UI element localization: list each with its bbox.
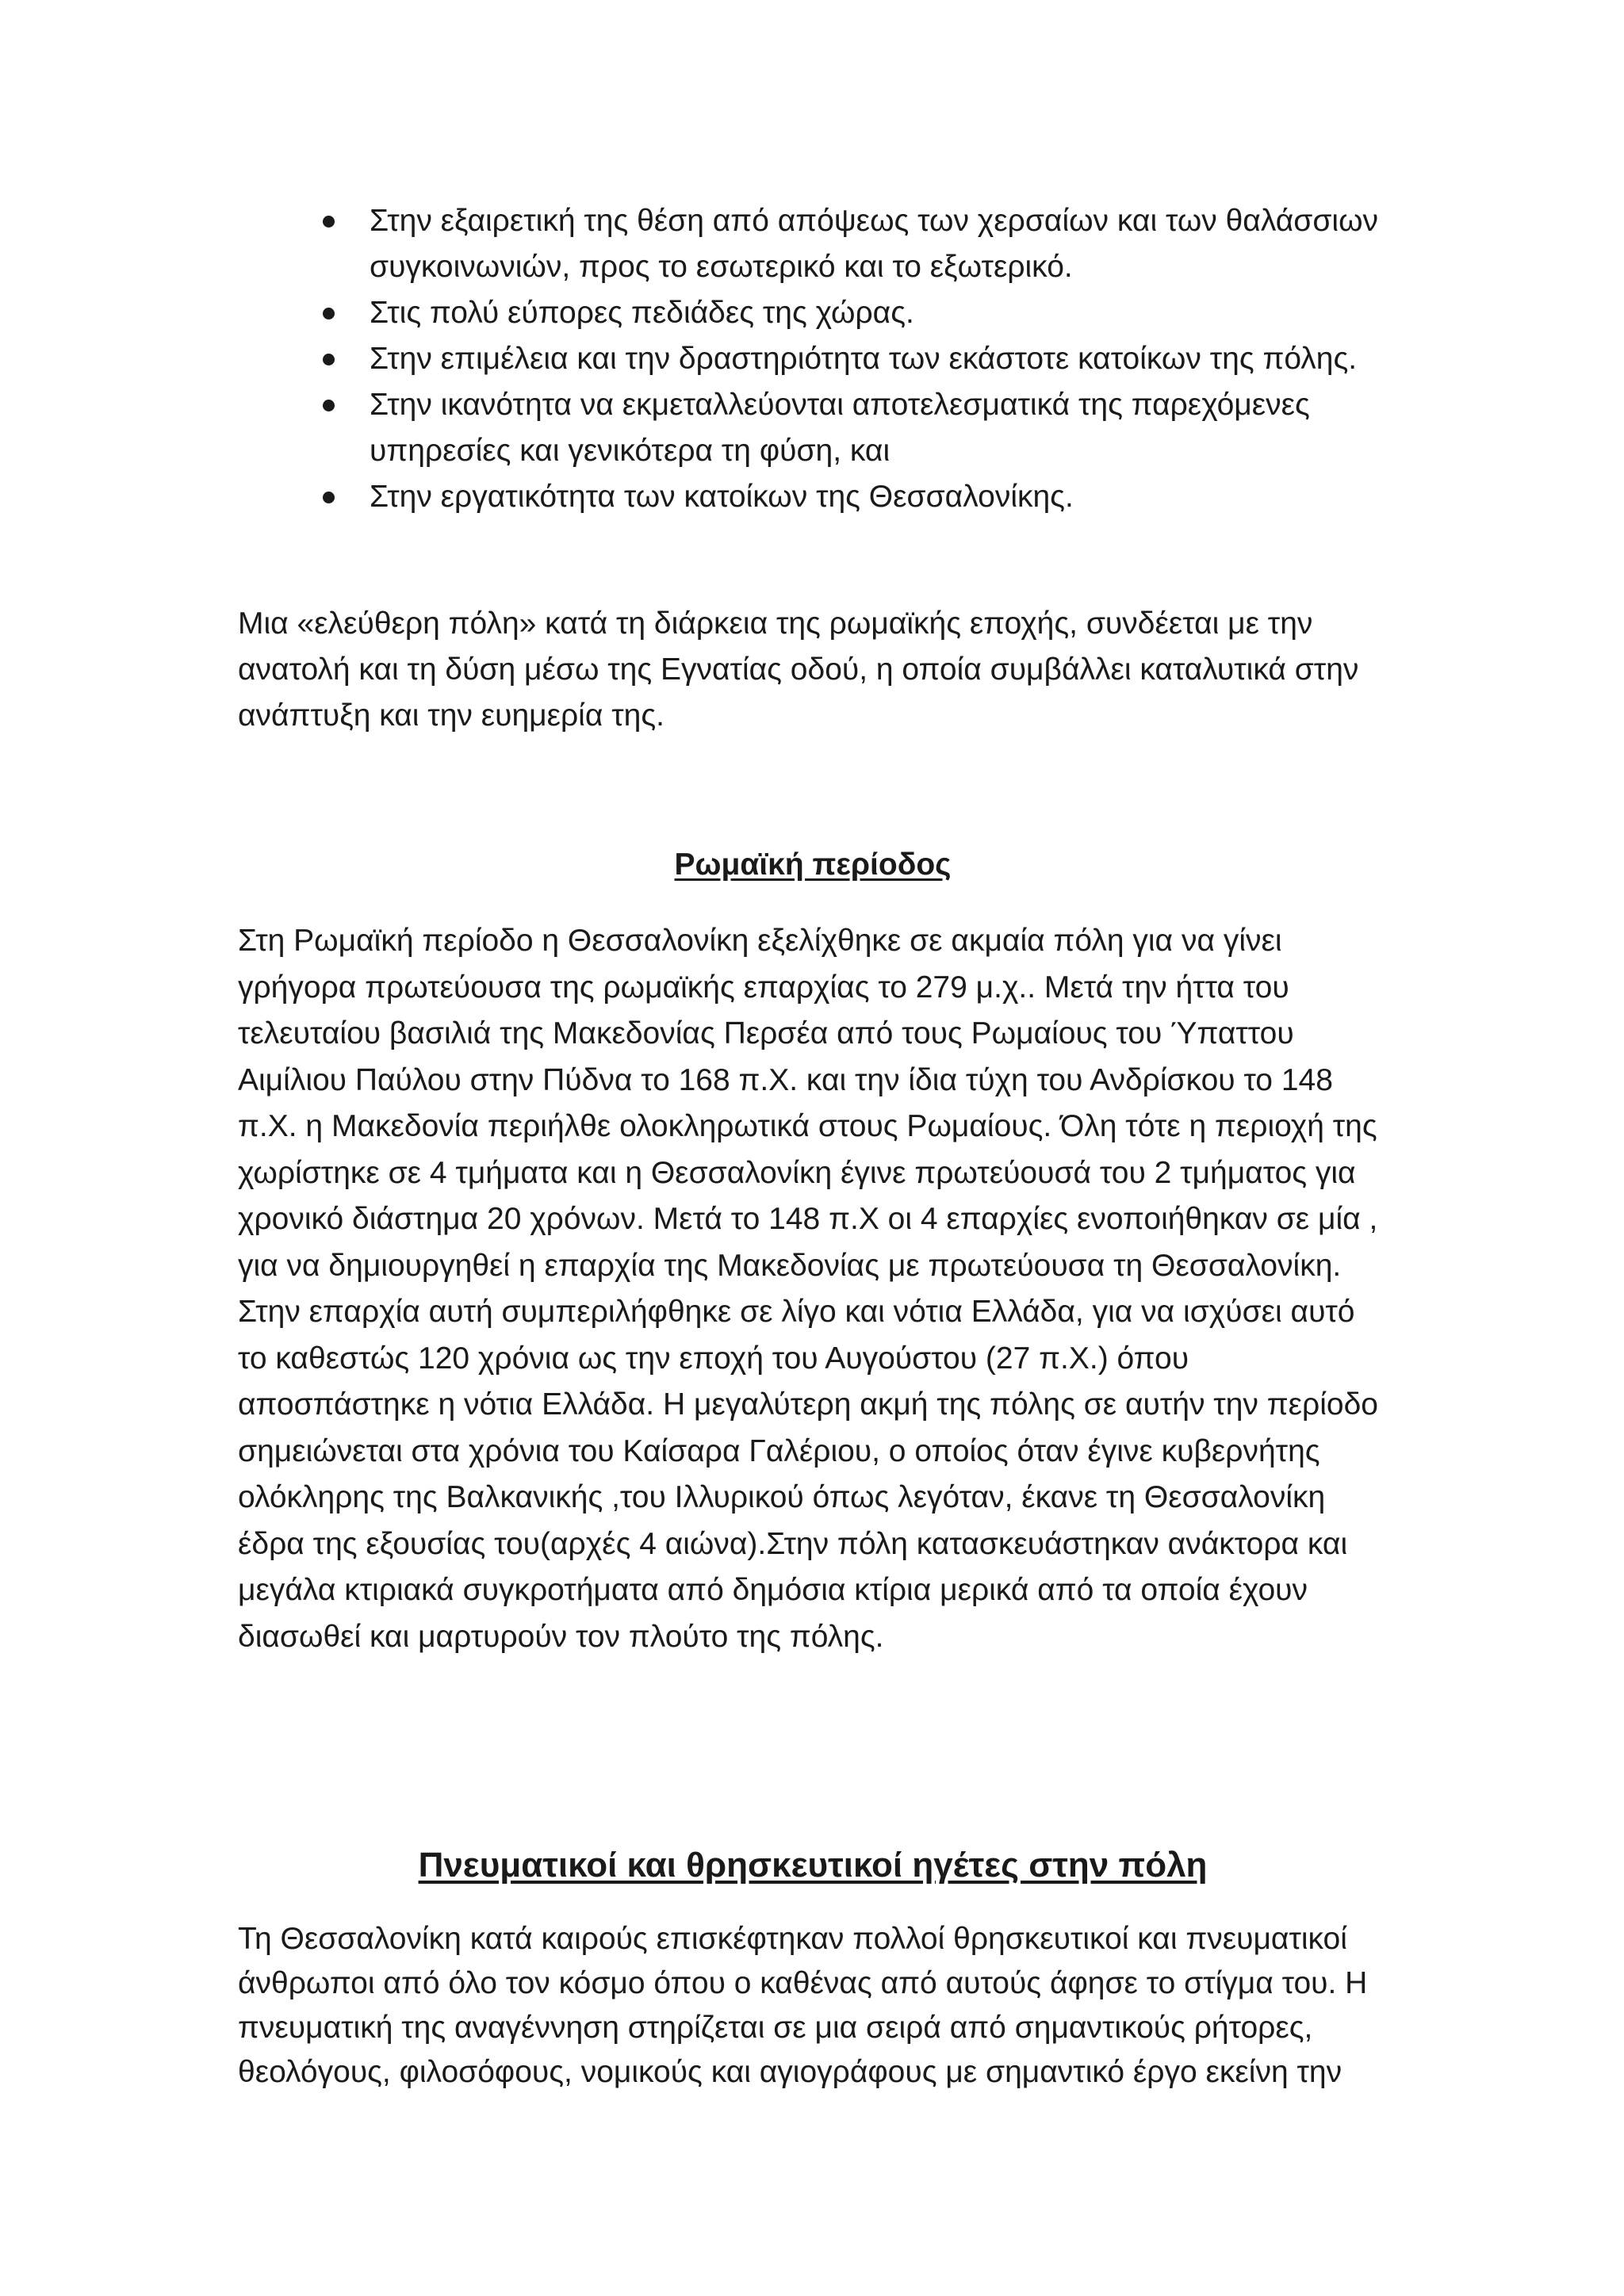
bullet-icon [323,308,335,320]
bullet-text: Στις πολύ εύπορες πεδιάδες της χώρας. [370,296,914,330]
bullet-text: Στην ικανότητα να εκμεταλλεύονται αποτελεσματικά της παρεχόμενες υπηρεσίες και γενικότερα τη φύση, και [370,388,1310,468]
bullet-text: Στην επιμέλεια και την δραστηριότητα των εκάστοτε κατοίκων της πόλης. [370,342,1358,376]
list-item [238,336,1388,382]
intro-paragraph: Μια «ελεύθερη πόλη» κατά τη διάρκεια της ρωμαϊκής εποχής, συνδέεται με την ανατολή και τη δύση μέσω της Εγνατίας οδού, η οποία συμβάλλει καταλυτικά στην ανάπτυξη και την ευημερία της. [238,607,1359,733]
bullet-icon [323,400,335,411]
bullet-icon [323,492,335,503]
roman-period-heading: Ρωμαϊκή περίοδος [674,848,952,882]
bullet-text: Στην εργατικότητα των κατοίκων της Θεσσαλονίκης. [370,480,1074,514]
list-item [238,382,1388,474]
spiritual-leaders-heading: Πνευματικοί και θρησκευτικοί ηγέτες στην πόλη [418,1846,1208,1885]
bullet-list [238,198,1388,520]
spiritual-leaders-paragraph: Τη Θεσσαλονίκη κατά καιρούς επισκέφτηκαν πολλοί θρησκευτικοί και πνευματικοί άνθρωποι από όλο τον κόσμο όπου ο καθένας από αυτούς άφησε το στίγμα του. Η πνευματική της αναγέννηση στηρίζεται σε μια σειρά από σημαντικούς ρήτορες, θεολόγους, φιλοσόφους, νομικούς και αγιογράφους με σημαντικό έργο εκείνη την [238,1922,1368,2089]
bullet-icon [323,354,335,365]
list-item [238,290,1388,336]
bullet-icon [323,216,335,228]
list-item [238,474,1388,520]
bullet-text: Στην εξαιρετική της θέση από απόψεως των χερσαίων και των θαλάσσιων συγκοινωνιών, προς το εσωτερικό και το εξωτερικό. [370,204,1379,284]
list-item [238,198,1388,290]
roman-period-paragraph: Στη Ρωμαϊκή περίοδο η Θεσσαλονίκη εξελίχθηκε σε ακμαία πόλη για να γίνει γρήγορα πρωτεύουσα της ρωμαϊκής επαρχίας το 279 μ.χ.. Μετά την ήττα του τελευταίου βασιλιά της Μακεδονίας Περσέα από τους Ρωμαίους του Ύπαττου Αιμίλιου Παύλου στην Πύδνα το 168 π.Χ. και την ίδια τύχη του Ανδρίσκου το 148 π.Χ. η Μακεδονία περιήλθε ολοκληρωτικά στους Ρωμαίους. Όλη τότε η περιοχή της χωρίστηκε σε 4 τμήματα και η Θεσσαλονίκη έγινε πρωτεύουσά του 2 τμήματος για χρονικό διάστημα 20 χρόνων. Μετά το 148 π.Χ οι 4 επαρχίες ενοποιήθηκαν σε μία , για να δημιουργηθεί η επαρχία της Μακεδονίας με πρωτεύουσα τη Θεσσαλονίκη. Στην επαρχία αυτή συμπεριλήφθηκε σε λίγο και νότια Ελλάδα, για να ισχύσει αυτό το καθεστώς 120 χρόνια ως την εποχή του Αυγούστου (27 π.Χ.) όπου αποσπάστηκε η νότια Ελλάδα. Η μεγαλύτερη ακμή της πόλης σε αυτήν την περίοδο σημειώνεται στα χρόνια του Καίσαρα Γαλέριου, ο οποίος όταν έγινε κυβερνήτης ολόκληρης της Βαλκανικής ,του Ιλλυρικού όπως λεγόταν, έκανε τη Θεσσαλονίκη έδρα της εξουσίας του(αρχές 4 αιώνα).Στην πόλη κατασκευάστηκαν ανάκτορα και μεγάλα κτιριακά συγκροτήματα από δημόσια κτίρια μερικά από τα οποία έχουν διασωθεί και μαρτυρούν τον πλούτο της πόλης. [238,924,1378,1654]
